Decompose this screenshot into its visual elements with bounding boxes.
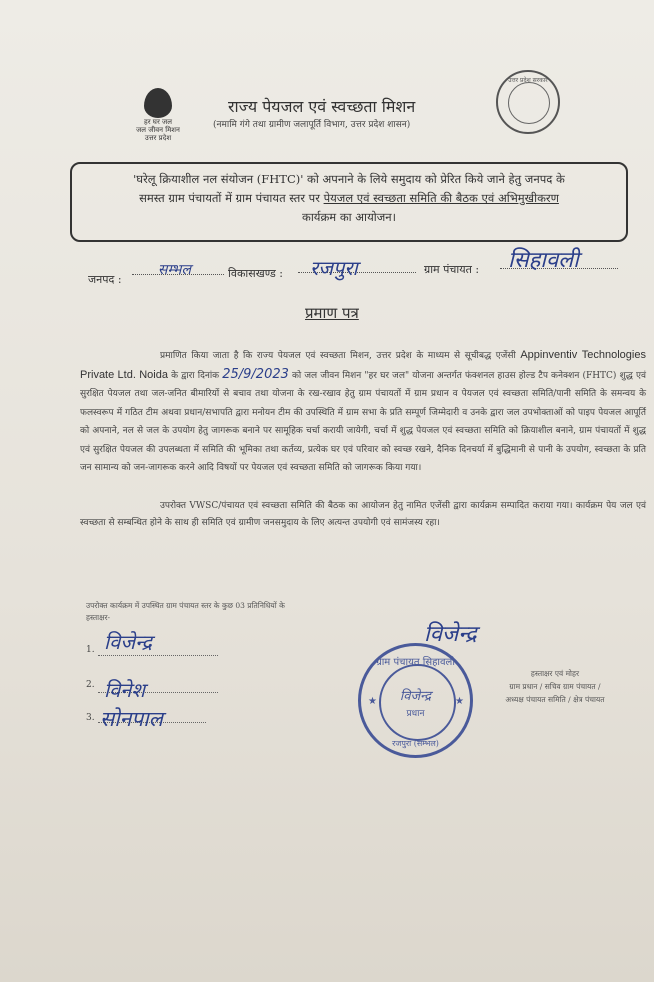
gram-panchayat-label: ग्राम पंचायत : <box>424 263 480 276</box>
header-title: राज्य पेयजल एवं स्वच्छता मिशन <box>228 97 416 116</box>
certificate-body-paragraph-2: उपरोक्त VWSC/पंचायत एवं स्वच्छता समिति की बैठक का आयोजन हेतु नामित एजेंसी द्वारा कार्यक्रम सम्पादित कराया गया। कार्यक्रम पेय जल एवं स्वच्छता से सम्बन्धित होने के साथ ही समिति एवं ग्रामीण जनसमुदाय के लिए अत्यन्त उपयोगी एवं सामंजस्य रहा। <box>80 501 646 528</box>
vikaskhand-value: रजपुरा <box>310 256 358 280</box>
logo-caption-1: हर घर जल <box>144 118 172 126</box>
signer-designation <box>475 667 635 706</box>
logo-caption-2: जल जीवन मिशन <box>136 126 180 134</box>
star-icon: ★ <box>368 696 377 707</box>
water-drop-icon <box>144 88 172 118</box>
signatures-intro-line-2: हस्ताक्षर- <box>86 613 111 622</box>
signature-1: विजेन्द्र <box>104 630 152 654</box>
signer-line-3: अध्यक्ष पंचायत समिति / क्षेत्र पंचायत <box>505 695 605 704</box>
stamp-name: विजेन्द्र <box>399 689 432 704</box>
seal-emblem-icon <box>508 82 550 124</box>
logo-caption-3: उत्तर प्रदेश <box>144 134 172 142</box>
header-subtitle: (नमामि गंगे तथा ग्रामीण जलापूर्ति विभाग, उत्तर प्रदेश शासन) <box>213 120 411 130</box>
stamp-top-text: ग्राम पंचायत सिहावली <box>376 657 455 668</box>
signatures-intro-line-1: उपरोक्त कार्यक्रम में उपस्थित ग्राम पंचायत स्तर के कुछ 03 प्रतिनिधियों के <box>86 601 285 610</box>
pradhan-signature: विजेन्द्र <box>424 622 477 647</box>
signature-number-3: 3. <box>86 713 95 723</box>
janpad-value: सम्भल <box>158 262 191 278</box>
gram-panchayat-value: सिहावली <box>508 248 579 273</box>
box-line-2-underlined: पेयजल एवं स्वच्छता समिति की बैठक एवं अभिमुखीकरण <box>323 191 559 205</box>
gram-panchayat-stamp <box>358 643 473 758</box>
signature-number-1: 1. <box>86 645 95 655</box>
janpad-label: जनपद : <box>88 273 122 286</box>
signer-line-2: ग्राम प्रधान / सचिव ग्राम पंचायत / <box>509 682 601 691</box>
vikaskhand-label: विकासखण्ड : <box>228 267 284 280</box>
certificate-body-paragraph-1 <box>80 346 646 478</box>
stamp-bottom-text: रजपुरा (सम्भल) <box>392 739 439 748</box>
signature-3: सोनपाल <box>100 707 163 731</box>
up-government-seal <box>496 70 560 134</box>
seal-text: उत्तर प्रदेश सरकार <box>508 77 548 84</box>
body-text-b: के द्वारा दिनांक <box>171 370 220 381</box>
stamp-designation: प्रधान <box>406 709 425 719</box>
signature-2: विनेश <box>104 678 145 702</box>
har-ghar-jal-logo <box>128 88 188 142</box>
box-line-2-text: समस्त ग्राम पंचायतों में ग्राम पंचायत स्तर पर <box>139 191 324 205</box>
signature-number-2: 2. <box>86 680 95 690</box>
signer-line-1: हस्ताक्षर एवं मोहर <box>530 669 580 678</box>
body-text-c: को जल जीवन मिशन "हर घर जल" योजना अन्तर्गत फंक्शनल हाउस होल्ड टैप कनेक्शन (FHTC) शुद्ध एवं सुरक्षित पेयजल तथा जल-जनित बीमारियों से बचाव तथा योजना के रख-रखाव हेतु ग्राम पंचायतों में ग्राम प्रधान व पेयजल एवं स्वच्छता समिति/पानी समिति के समन्वय के फलस्वरूप में गठित टीम अथवा प्रधान/सभापति द्वारा मनोयन टीम की उपस्थिति में ग्राम सभा के प्रति सम्पूर्ण जिम्मेदारी व उनके द्वारा जल उपभोक्ताओं को पाइप पेयजल आपूर्ति को अपनाने, नल से जल के उपयोग हेतु जागरूक बनाने पर सामूहिक चर्चा करायी जायेगी, चर्चा में शुद्ध पेयजल एवं स्वच्छता समिति को क्रियाशील बनाने, ग्राम पंचायतों में शुद्ध एवं सुरक्षित पेयजल की उपलब्धता में समिति की भूमिका तथा कर्तव्य, प्रत्येक घर एवं परिवार को स्वच्छ रखने, दैनिक दिनचर्या में बुद्धिमानी से पानी के उपयोग, स्वच्छता के प्रति जन सामान्य को जन-जागरूक करने आदि विषयों पर पेयजल एवं स्वच्छता समिति को जागरूक किया गया। <box>80 370 646 473</box>
certificate-title: प्रमाण पत्र <box>305 304 359 322</box>
body-text-a: प्रमाणित किया जाता है कि राज्य पेयजल एवं स्वच्छता मिशन, उत्तर प्रदेश के माध्यम से सूचीबद्ध एजेंसी <box>160 351 516 361</box>
box-line-2 <box>84 189 614 208</box>
signature-line-1 <box>98 655 218 656</box>
star-icon: ★ <box>455 696 464 707</box>
box-line-1: 'घरेलू क्रियाशील नल संयोजन (FHTC)' को अपनाने के लिये समुदाय को प्रेरित किये जाने हेतु जनपद के <box>133 172 565 186</box>
box-line-3: कार्यक्रम का आयोजन। <box>302 210 396 224</box>
location-fields <box>88 248 628 288</box>
signatures-intro <box>86 600 285 624</box>
agency-name: Appinventiv Technologies Private Ltd. Noida <box>80 349 646 381</box>
program-title-box <box>70 162 628 242</box>
program-date: 25/9/2023 <box>222 366 289 382</box>
